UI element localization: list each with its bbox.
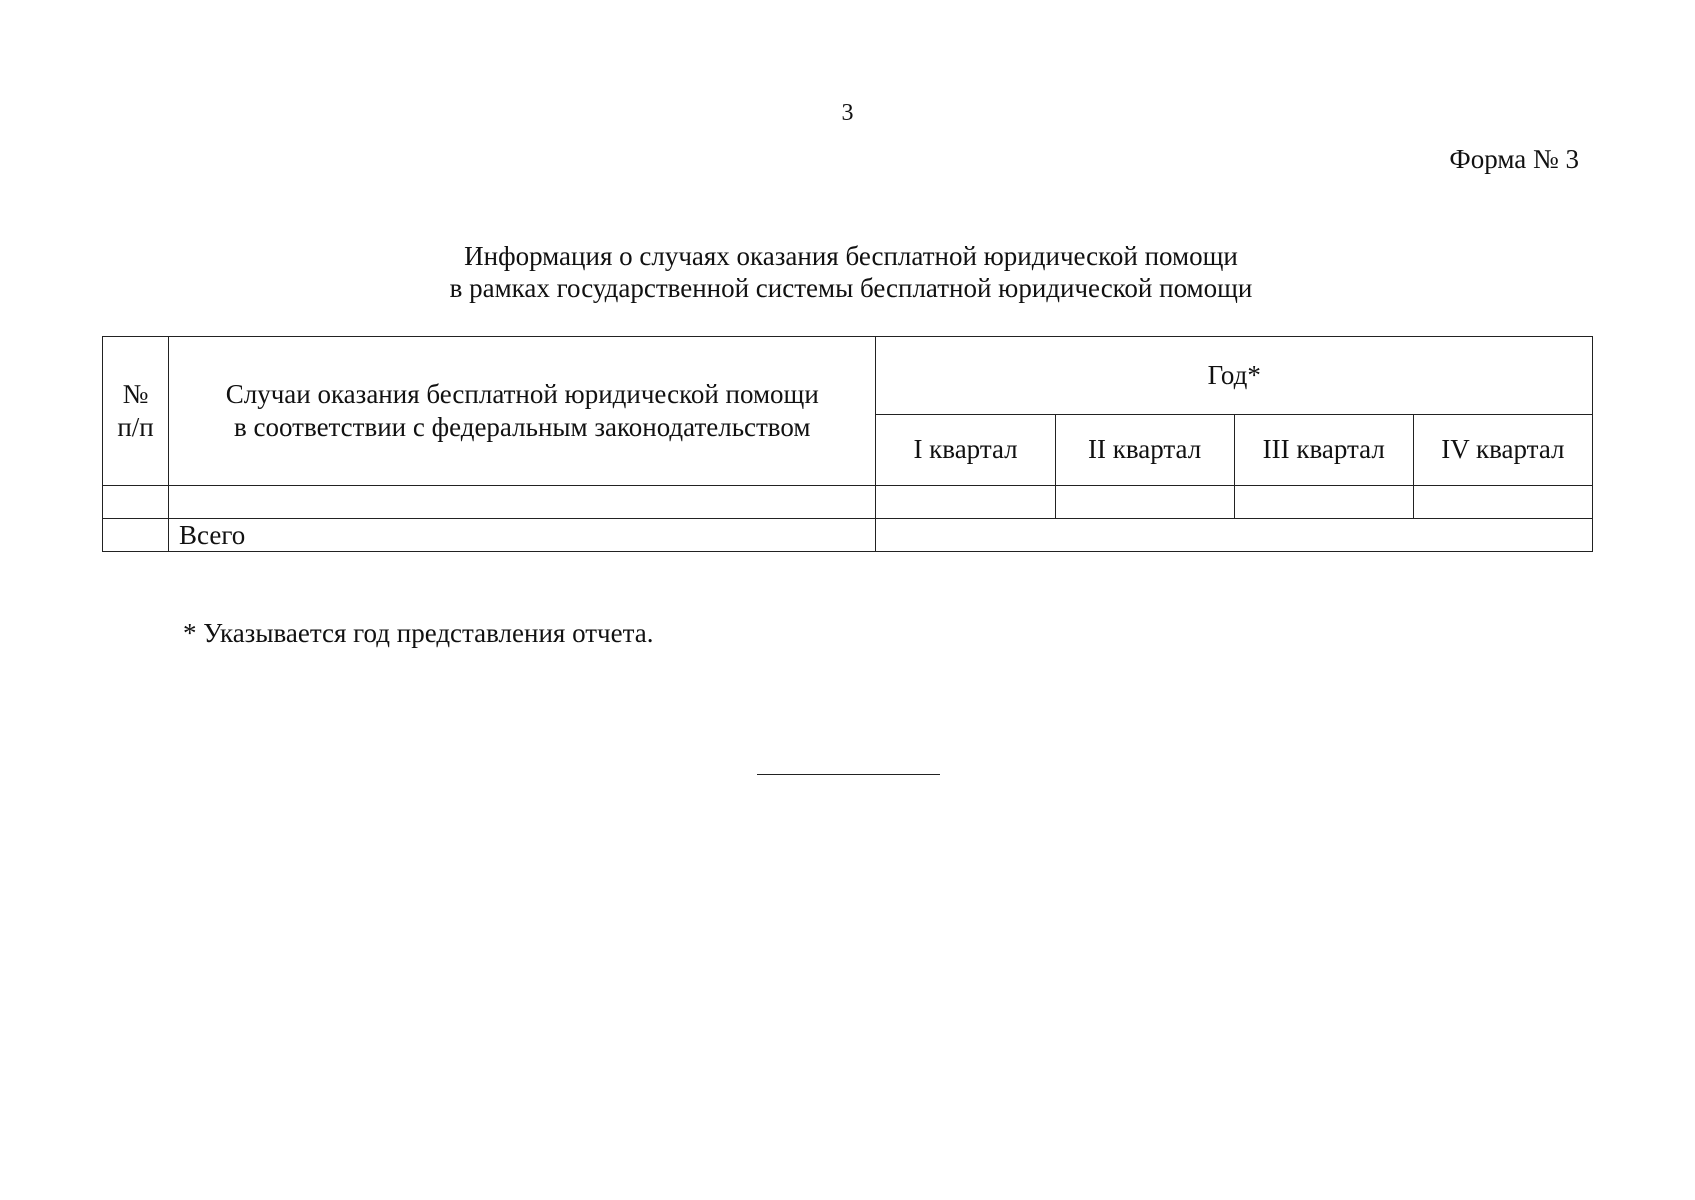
end-of-document-line bbox=[757, 774, 940, 775]
page-number: 3 bbox=[841, 100, 854, 126]
total-cell-value bbox=[876, 519, 1593, 552]
footnote: * Указывается год представления отчета. bbox=[183, 618, 654, 648]
table-cell-quarter-2 bbox=[1055, 486, 1234, 519]
table-cell-quarter-1 bbox=[876, 486, 1055, 519]
table-cell-number bbox=[103, 486, 169, 519]
document-title-line-1: Информация о случаях оказания бесплатной юридической помощи bbox=[464, 241, 1238, 271]
header-cases-line-2: в соответствии с федеральным законодательством bbox=[234, 412, 811, 442]
document-title bbox=[108, 240, 1594, 304]
header-number-abbrev: п/п bbox=[117, 412, 154, 442]
header-cases-cell bbox=[169, 337, 876, 486]
table-cell-quarter-4 bbox=[1413, 486, 1592, 519]
header-number-symbol: № bbox=[122, 379, 149, 409]
header-cases-line-1: Случаи оказания бесплатной юридической помощи bbox=[225, 379, 819, 409]
report-table bbox=[102, 336, 1593, 552]
header-quarter-4: IV квартал bbox=[1413, 414, 1592, 485]
header-quarter-2: II квартал bbox=[1055, 414, 1234, 485]
total-label: Всего bbox=[169, 519, 876, 552]
table-cell-case bbox=[169, 486, 876, 519]
total-cell-number bbox=[103, 519, 169, 552]
table-cell-quarter-3 bbox=[1234, 486, 1413, 519]
header-year-cell: Год* bbox=[876, 337, 1593, 415]
header-quarter-1: I квартал bbox=[876, 414, 1055, 485]
document-title-line-2: в рамках государственной системы бесплатной юридической помощи bbox=[449, 273, 1253, 303]
table-header-row-1 bbox=[103, 337, 1593, 415]
header-quarter-3: III квартал bbox=[1234, 414, 1413, 485]
header-number-cell bbox=[103, 337, 169, 486]
table-total-row bbox=[103, 519, 1593, 552]
table-row bbox=[103, 486, 1593, 519]
form-number-label: Форма № 3 bbox=[1449, 144, 1579, 174]
